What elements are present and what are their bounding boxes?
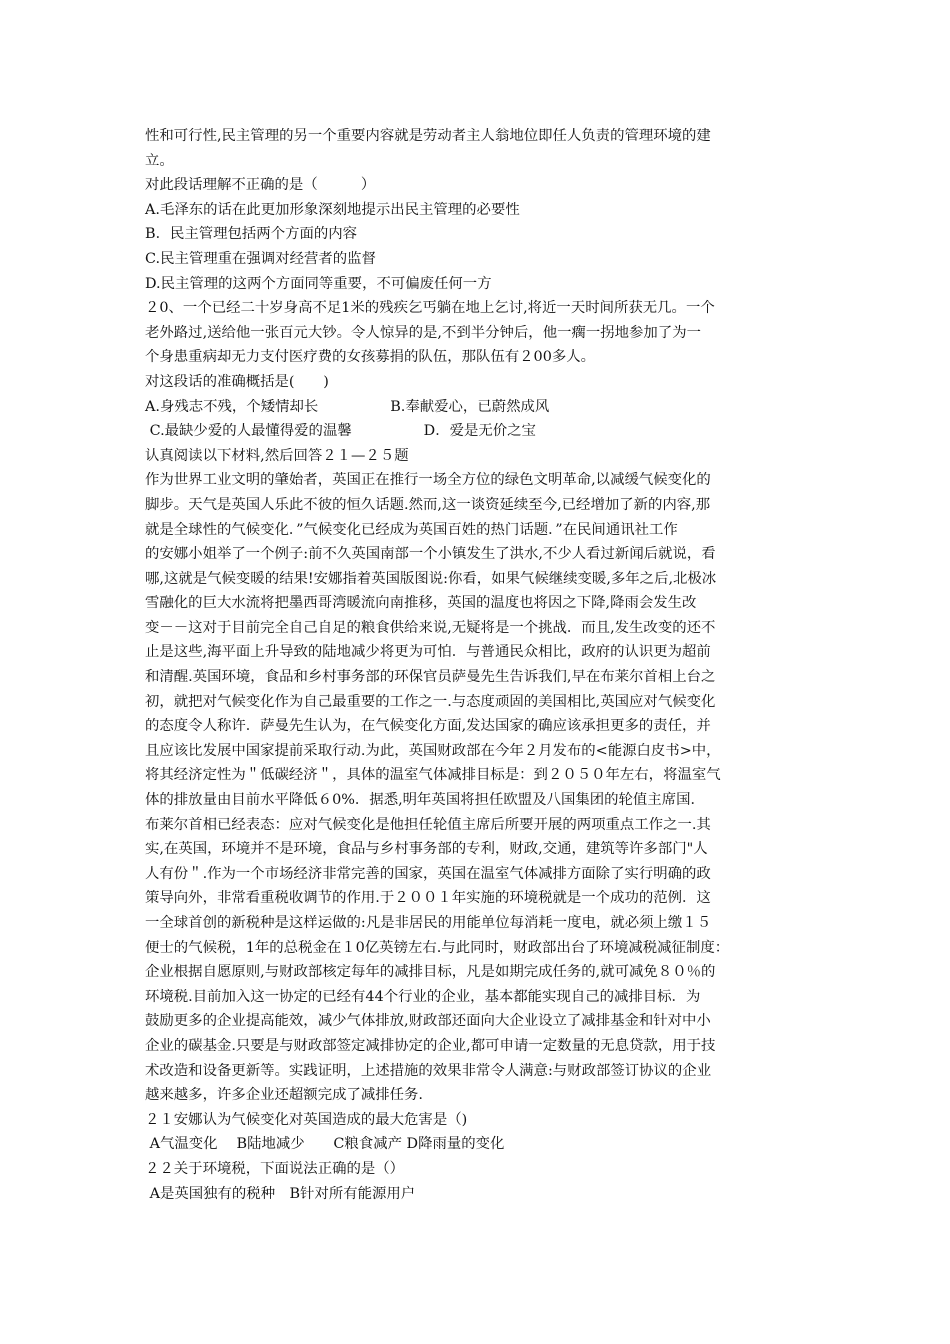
text-line: 企业的碳基金.只要是与财政部签定减排协定的企业,都可申请一定数量的无息贷款，用于技 xyxy=(145,1037,716,1054)
text-line: A气温变化 B陆地减少 C粮食减产 D降雨量的变化 xyxy=(145,1136,505,1153)
text-line: 且应该比发展中国家提前采取行动.为此，英国财政部在今年２月发布的<能源白皮书>中， xyxy=(145,742,721,759)
text-line: 实,在英国，环境并不是环境，食品与乡村事务部的专利，财政,交通，建筑等许多部门"人 xyxy=(145,841,708,858)
text-line: D.民主管理的这两个方面同等重要，不可偏废任何一方 xyxy=(145,275,492,292)
text-line: ２２关于环境税，下面说法正确的是（） xyxy=(145,1160,405,1177)
text-line: 雪融化的巨大水流将把墨西哥湾暖流向南推移，英国的温度也将因之下降,降雨会发生改 xyxy=(145,595,697,612)
text-line: 企业根据自愿原则,与财政部核定每年的减排目标，凡是如期完成任务的,就可减免８０％的 xyxy=(145,964,716,981)
text-line: 便士的气候税，1年的总税金在１0亿英镑左右.与此同时，财政部出台了环境减税减征制度： xyxy=(145,939,730,956)
text-line: 认真阅读以下材料,然后回答２１—２５题 xyxy=(145,447,409,464)
text-line: 将其经济定性为＂低碳经济＂，具体的温室气体减排目标是：到２０５０年左右，将温室气 xyxy=(145,767,721,784)
text-line: 环境税.目前加入这一协定的已经有44个行业的企业，基本都能实现自己的减排目标．为 xyxy=(145,988,701,1005)
text-line: 术改造和设备更新等。实践证明，上述措施的效果非常令人满意:与财政部签订协议的企业 xyxy=(145,1062,712,1079)
text-line: 哪,这就是气候变暖的结果!安娜指着英国版图说:你看，如果气候继续变暖,多年之后,北极冰 xyxy=(145,570,717,587)
text-line: 的态度令人称许．萨曼先生认为，在气候变化方面,发达国家的确应该承担更多的责任，并 xyxy=(145,718,711,735)
text-line: 立。 xyxy=(145,152,174,169)
text-line: A是英国独有的税种 B针对所有能源用户 xyxy=(145,1185,416,1202)
text-line: 越来越多，许多企业还超额完成了减排任务. xyxy=(145,1087,423,1104)
text-line: 策导向外，非常看重税收调节的作用.于２００１年实施的环境税就是一个成功的范例．这 xyxy=(145,890,711,907)
text-line: A.毛泽东的话在此更加形象深刻地提示出民主管理的必要性 xyxy=(145,201,520,218)
text-line: B．民主管理包括两个方面的内容 xyxy=(145,226,358,243)
text-line: 布莱尔首相已经表态：应对气候变化是他担任轮值主席后所要开展的两项重点工作之一.其 xyxy=(145,816,711,833)
text-line: 对这段话的准确概括是( ) xyxy=(145,373,329,390)
text-line: 人有份＂.作为一个市场经济非常完善的国家，英国在温室气体减排方面除了实行明确的政 xyxy=(145,865,711,882)
text-line: 脚步。天气是英国人乐此不彼的恒久话题.然而,这一谈资延续至今,已经增加了新的内容,那 xyxy=(145,496,711,513)
text-line: A.身残志不残，个矮情却长 B.奉献爱心，已蔚然成风 xyxy=(145,398,550,415)
text-line: 就是全球性的气候变化．”气候变化已经成为英国百姓的热门话题．”在民间通讯社工作 xyxy=(145,521,678,538)
text-line: ２１安娜认为气候变化对英国造成的最大危害是（) xyxy=(145,1111,468,1128)
text-line: 对此段话理解不正确的是（ ） xyxy=(145,177,376,194)
text-line: 作为世界工业文明的肇始者，英国正在推行一场全方位的绿色文明革命,以减缓气候变化的 xyxy=(145,472,711,489)
text-line: 个身患重病却无力支付医疗费的女孩募捐的队伍，那队伍有２00多人。 xyxy=(145,349,596,366)
text-line: 鼓励更多的企业提高能效，减少气体排放,财政部还面向大企业设立了减排基金和针对中小 xyxy=(145,1013,711,1030)
text-line: 初，就把对气候变化作为自己最重要的工作之一.与态度顽固的美国相比,英国应对气候变化 xyxy=(145,693,716,710)
text-line: C.民主管理重在强调对经营者的监督 xyxy=(145,250,376,267)
text-line: 一全球首创的新税种是这样运做的:凡是非居民的用能单位每消耗一度电，就必须上缴１５ xyxy=(145,915,712,931)
text-line: 和清醒.英国环境，食品和乡村事务部的环保官员萨曼先生告诉我们,早在布莱尔首相上台之 xyxy=(145,669,716,686)
text-line: 止是这些,海平面上升导致的陆地减少将更为可怕．与普通民众相比，政府的认识更为超前 xyxy=(145,644,711,661)
text-line: 体的排放量由目前水平降低６0%．据悉,明年英国将担任欧盟及八国集团的轮值主席国． xyxy=(145,792,705,809)
text-line: 的安娜小姐举了一个例子:前不久英国南部一个小镇发生了洪水,不少人看过新闻后就说，看 xyxy=(145,546,716,563)
text-line: 老外路过,送给他一张百元大钞。令人惊异的是,不到半分钟后，他一瘸一拐地参加了为一 xyxy=(145,324,701,341)
text-line: 变－－这对于目前完全自己自足的粮食供给来说,无疑将是一个挑战．而且,发生改变的还不 xyxy=(145,619,716,636)
text-line: ２0、一个已经二十岁身高不足1米的残疾乞丐躺在地上乞讨,将近一天时间所获无几。一个 xyxy=(145,300,715,317)
text-line: C.最缺少爱的人最懂得爱的温馨 D．爱是无价之宝 xyxy=(145,423,536,440)
document-page xyxy=(145,124,815,1206)
text-line: 性和可行性,民主管理的另一个重要内容就是劳动者主人翁地位即任人负责的管理环境的建 xyxy=(145,128,711,144)
